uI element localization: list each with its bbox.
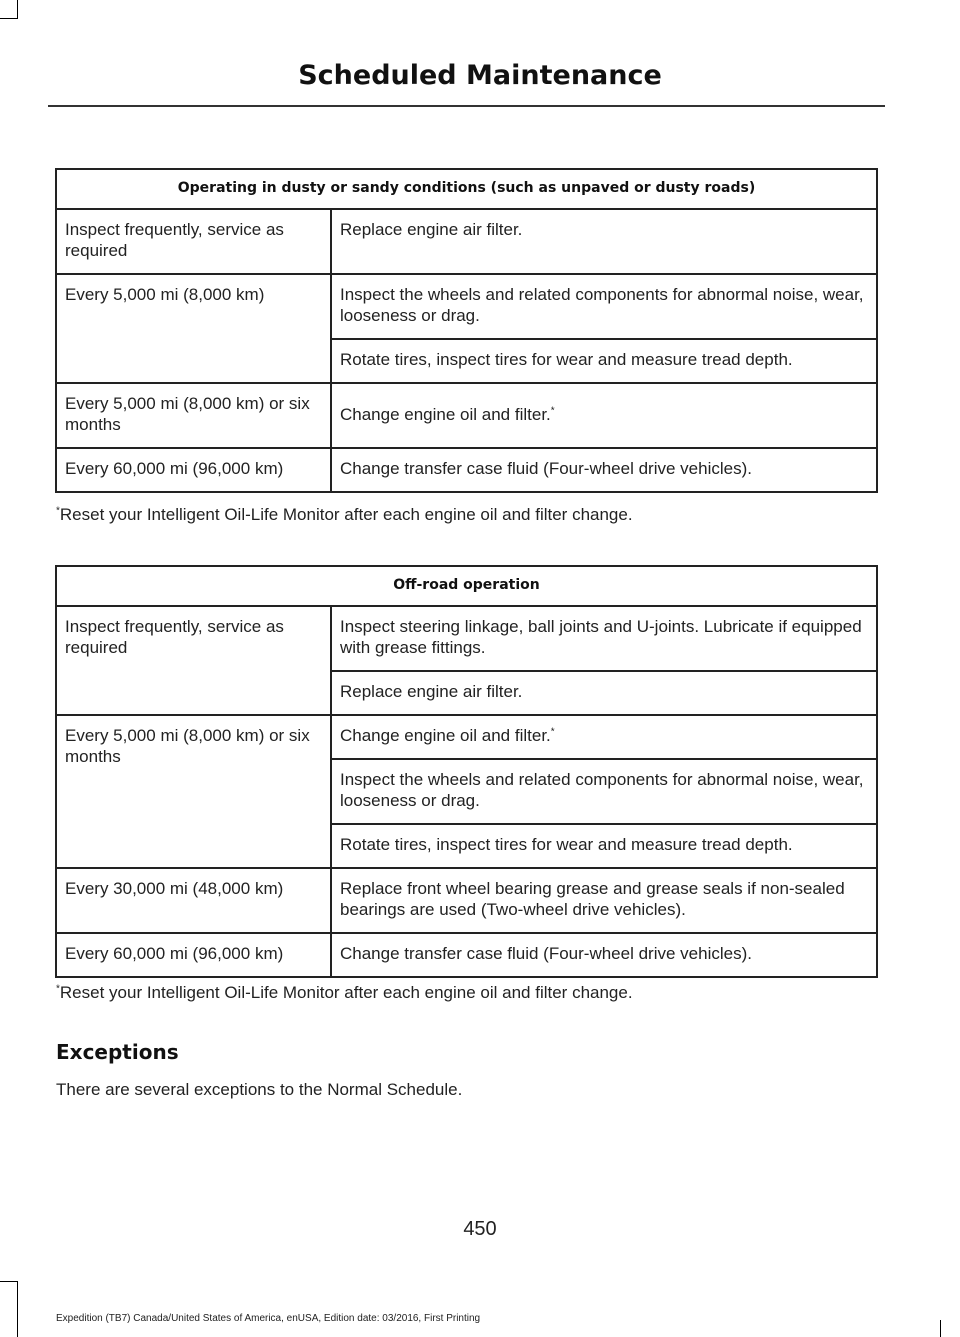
off-road-table (55, 565, 878, 978)
interval-cell: Inspect frequently, service as required (56, 209, 331, 274)
interval-cell: Every 30,000 mi (48,000 km) (56, 868, 331, 933)
table-row (56, 868, 877, 933)
footnote-marker: * (56, 983, 60, 995)
section-heading: Exceptions (56, 1040, 179, 1064)
interval-cell: Every 60,000 mi (96,000 km) (56, 933, 331, 977)
page-number: 450 (463, 1218, 497, 1240)
action-cell: Rotate tires, inspect tires for wear and measure tread depth. (331, 339, 877, 383)
crop-mark-top-left-v (17, 0, 18, 18)
table-row (56, 933, 877, 977)
table-row (56, 274, 877, 339)
footnote-marker: * (550, 404, 555, 416)
table-row (56, 209, 877, 274)
interval-cell: Every 5,000 mi (8,000 km) or six months (56, 715, 331, 868)
crop-mark-bottom-left-v (17, 1281, 18, 1337)
action-cell: Rotate tires, inspect tires for wear and measure tread depth. (331, 824, 877, 868)
table-header-row (56, 566, 877, 606)
table-header-row (56, 169, 877, 209)
footnote-marker: * (56, 505, 60, 517)
title-divider (48, 105, 885, 107)
crop-mark-bottom-right-v (940, 1320, 941, 1337)
table-heading: Off-road operation (56, 566, 877, 606)
table-row (56, 715, 877, 759)
action-cell: Inspect the wheels and related components for abnormal noise, wear, looseness or drag. (331, 274, 877, 339)
table-row (56, 448, 877, 492)
edition-line: Expedition (TB7) Canada/United States of America, enUSA, Edition date: 03/2016, First Printing (56, 1313, 481, 1324)
table-heading: Operating in dusty or sandy conditions (such as unpaved or dusty roads) (56, 169, 877, 209)
table-row (56, 383, 877, 448)
action-cell: Inspect steering linkage, ball joints and U-joints. Lubricate if equipped with grease fittings. (331, 606, 877, 671)
action-text: Change engine oil and filter. (340, 404, 551, 424)
action-cell (331, 383, 877, 448)
action-cell: Replace engine air filter. (331, 671, 877, 715)
dusty-conditions-table (55, 168, 878, 493)
table-row (56, 606, 877, 671)
footnote-text: Reset your Intelligent Oil-Life Monitor after each engine oil and filter change. (59, 505, 633, 524)
interval-cell: Every 5,000 mi (8,000 km) or six months (56, 383, 331, 448)
action-cell: Change transfer case fluid (Four-wheel drive vehicles). (331, 448, 877, 492)
table-footnote (56, 505, 633, 525)
page-title: Scheduled Maintenance (298, 60, 662, 91)
crop-mark-bottom-left-h (0, 1281, 18, 1282)
action-text: Change engine oil and filter. (340, 726, 551, 745)
interval-cell: Inspect frequently, service as required (56, 606, 331, 715)
footnote-text: Reset your Intelligent Oil-Life Monitor after each engine oil and filter change. (59, 983, 633, 1002)
action-cell: Inspect the wheels and related components for abnormal noise, wear, looseness or drag. (331, 759, 877, 824)
footnote-marker: * (550, 726, 555, 738)
action-cell (331, 715, 877, 759)
action-cell: Change transfer case fluid (Four-wheel drive vehicles). (331, 933, 877, 977)
action-cell: Replace front wheel bearing grease and grease seals if non-sealed bearings are used (Two-wheel drive vehicles). (331, 868, 877, 933)
action-cell: Replace engine air filter. (331, 209, 877, 274)
interval-cell: Every 5,000 mi (8,000 km) (56, 274, 331, 383)
table-footnote (56, 983, 633, 1003)
interval-cell: Every 60,000 mi (96,000 km) (56, 448, 331, 492)
section-body: There are several exceptions to the Normal Schedule. (56, 1080, 463, 1099)
crop-mark-top-left-h (0, 18, 18, 19)
